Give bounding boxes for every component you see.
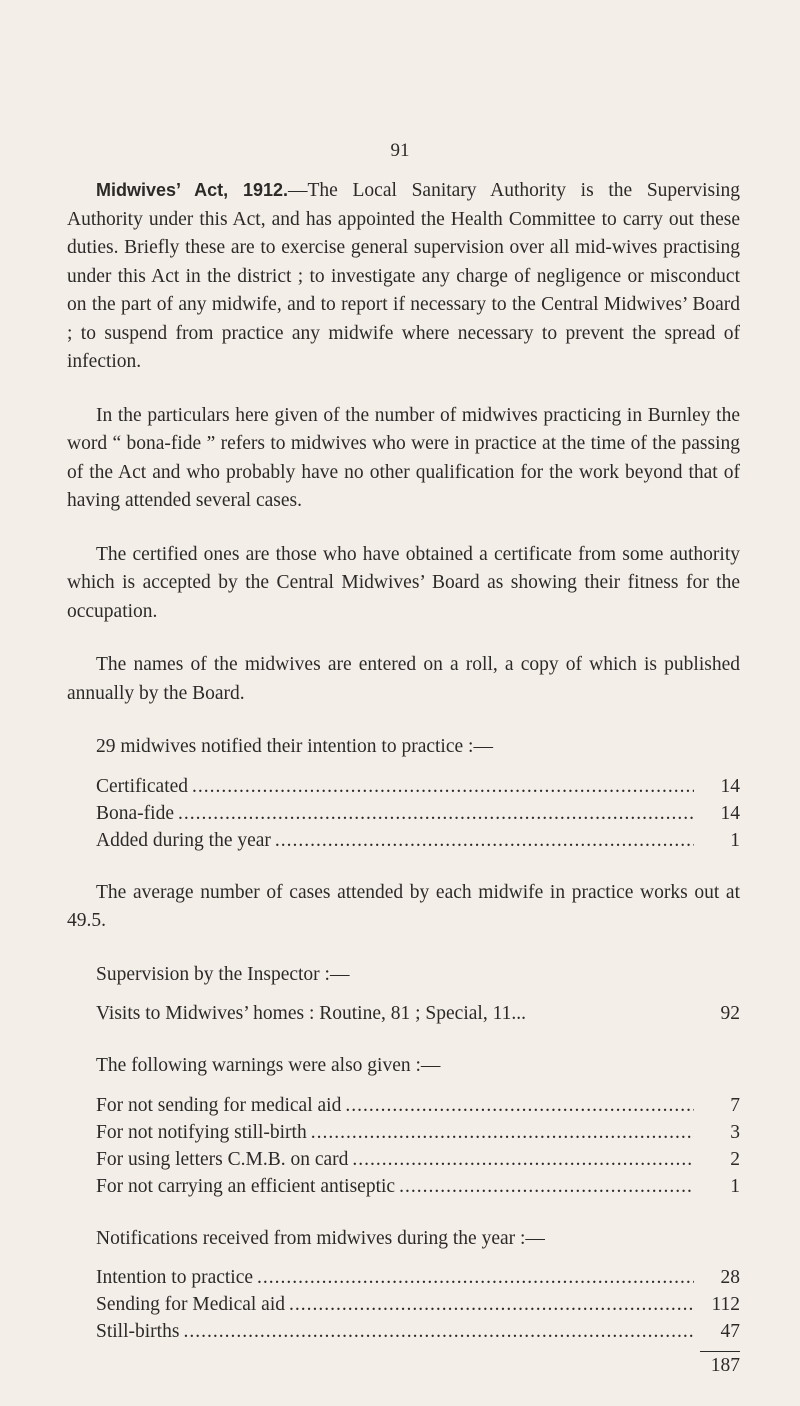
list-item [96, 1173, 740, 1200]
item-value: 7 [730, 1094, 740, 1116]
item-label: Intention to practice [96, 1267, 254, 1288]
warnings-list [67, 1092, 740, 1200]
item-value: 28 [720, 1267, 740, 1288]
item-value: 47 [720, 1321, 740, 1342]
item-label: Still-births [96, 1321, 180, 1342]
list-item [96, 1146, 740, 1173]
leader-dots [345, 1092, 694, 1121]
paragraph-warnings: The following warnings were also given :— [96, 1055, 441, 1076]
leader-dots [178, 800, 694, 829]
notifications-list [67, 1264, 740, 1381]
list-item [96, 827, 740, 854]
paragraph-bona-fide: In the particulars here given of the number of midwives practicing in Burnley the word “ bona-fide ” refers to midwives who were in practice at the time of the passing of the Act and who probably have no other qualification for the work beyond that of having attended several cases. [67, 404, 740, 511]
notifications-total: 187 [710, 1355, 740, 1376]
leader-dots [192, 773, 694, 802]
item-value: 1 [730, 1175, 740, 1197]
leader-dots [311, 1119, 694, 1148]
list-item [96, 1000, 740, 1027]
notified-list [67, 773, 740, 854]
item-label: Visits to Midwives’ homes : Routine, 81 ; Special, 11... [96, 1003, 526, 1024]
item-label: For using letters C.M.B. on card [96, 1148, 349, 1170]
item-label: Sending for Medical aid [96, 1294, 285, 1315]
page-number: 91 [390, 140, 410, 161]
paragraph-notified: 29 midwives notified their intention to practice :— [96, 736, 493, 757]
supervision-list [67, 1000, 740, 1027]
list-item [96, 773, 740, 800]
list-item [96, 1119, 740, 1146]
paragraph-roll: The names of the midwives are entered on a roll, a copy of which is published annually by the Board. [67, 654, 740, 704]
item-label: Certificated [96, 775, 189, 797]
item-value: 14 [720, 775, 740, 797]
item-label: Added during the year [96, 829, 271, 851]
paragraph-average: The average number of cases attended by each midwife in practice works out at 49.5. [67, 881, 740, 931]
paragraph-notifications: Notifications received from midwives during the year :— [96, 1227, 545, 1249]
paragraph-text: —The Local Sanitary Authority is the Supervising Authority under this Act, and has appointed the Health Committee to carry out these duties. Briefly these are to exercise general supervision over all mid-wives practising under this Act in the district ; to investigate any charge of negligence or misconduct on the part of any midwife, and to report if necessary to the Central Midwives’ Board ; to suspend from practice any midwife where necessary to prevent the spread of infection. [67, 180, 740, 372]
item-value: 112 [711, 1294, 740, 1315]
document-body [67, 176, 740, 1406]
list-item [96, 1318, 740, 1345]
leader-dots [289, 1291, 694, 1320]
item-value: 3 [730, 1121, 740, 1143]
item-value: 1 [730, 829, 740, 851]
list-item [96, 800, 740, 827]
item-label: For not notifying still-birth [96, 1121, 307, 1143]
paragraph-supervision: Supervision by the Inspector :— [96, 963, 350, 985]
leader-dots [275, 827, 694, 856]
item-label: For not carrying an efficient antiseptic [96, 1175, 396, 1197]
item-value: 2 [730, 1148, 740, 1170]
section-heading: Midwives’ Act, 1912. [96, 180, 289, 200]
item-label: For not sending for medical aid [96, 1094, 342, 1116]
list-item [96, 1264, 740, 1291]
paragraph-certified: The certified ones are those who have obtained a certificate from some authority which is accepted by the Central Midwives’ Board as showing their fitness for the occupation. [67, 543, 740, 622]
item-label: Bona-fide [96, 802, 174, 824]
item-value: 14 [720, 802, 740, 824]
list-item [96, 1092, 740, 1119]
leader-dots [183, 1318, 694, 1347]
item-value: 92 [720, 1003, 740, 1024]
list-item [96, 1291, 740, 1318]
paragraph-midwives-act [67, 176, 740, 377]
leader-dots [399, 1173, 694, 1202]
leader-dots [257, 1264, 694, 1293]
leader-dots [352, 1146, 694, 1175]
